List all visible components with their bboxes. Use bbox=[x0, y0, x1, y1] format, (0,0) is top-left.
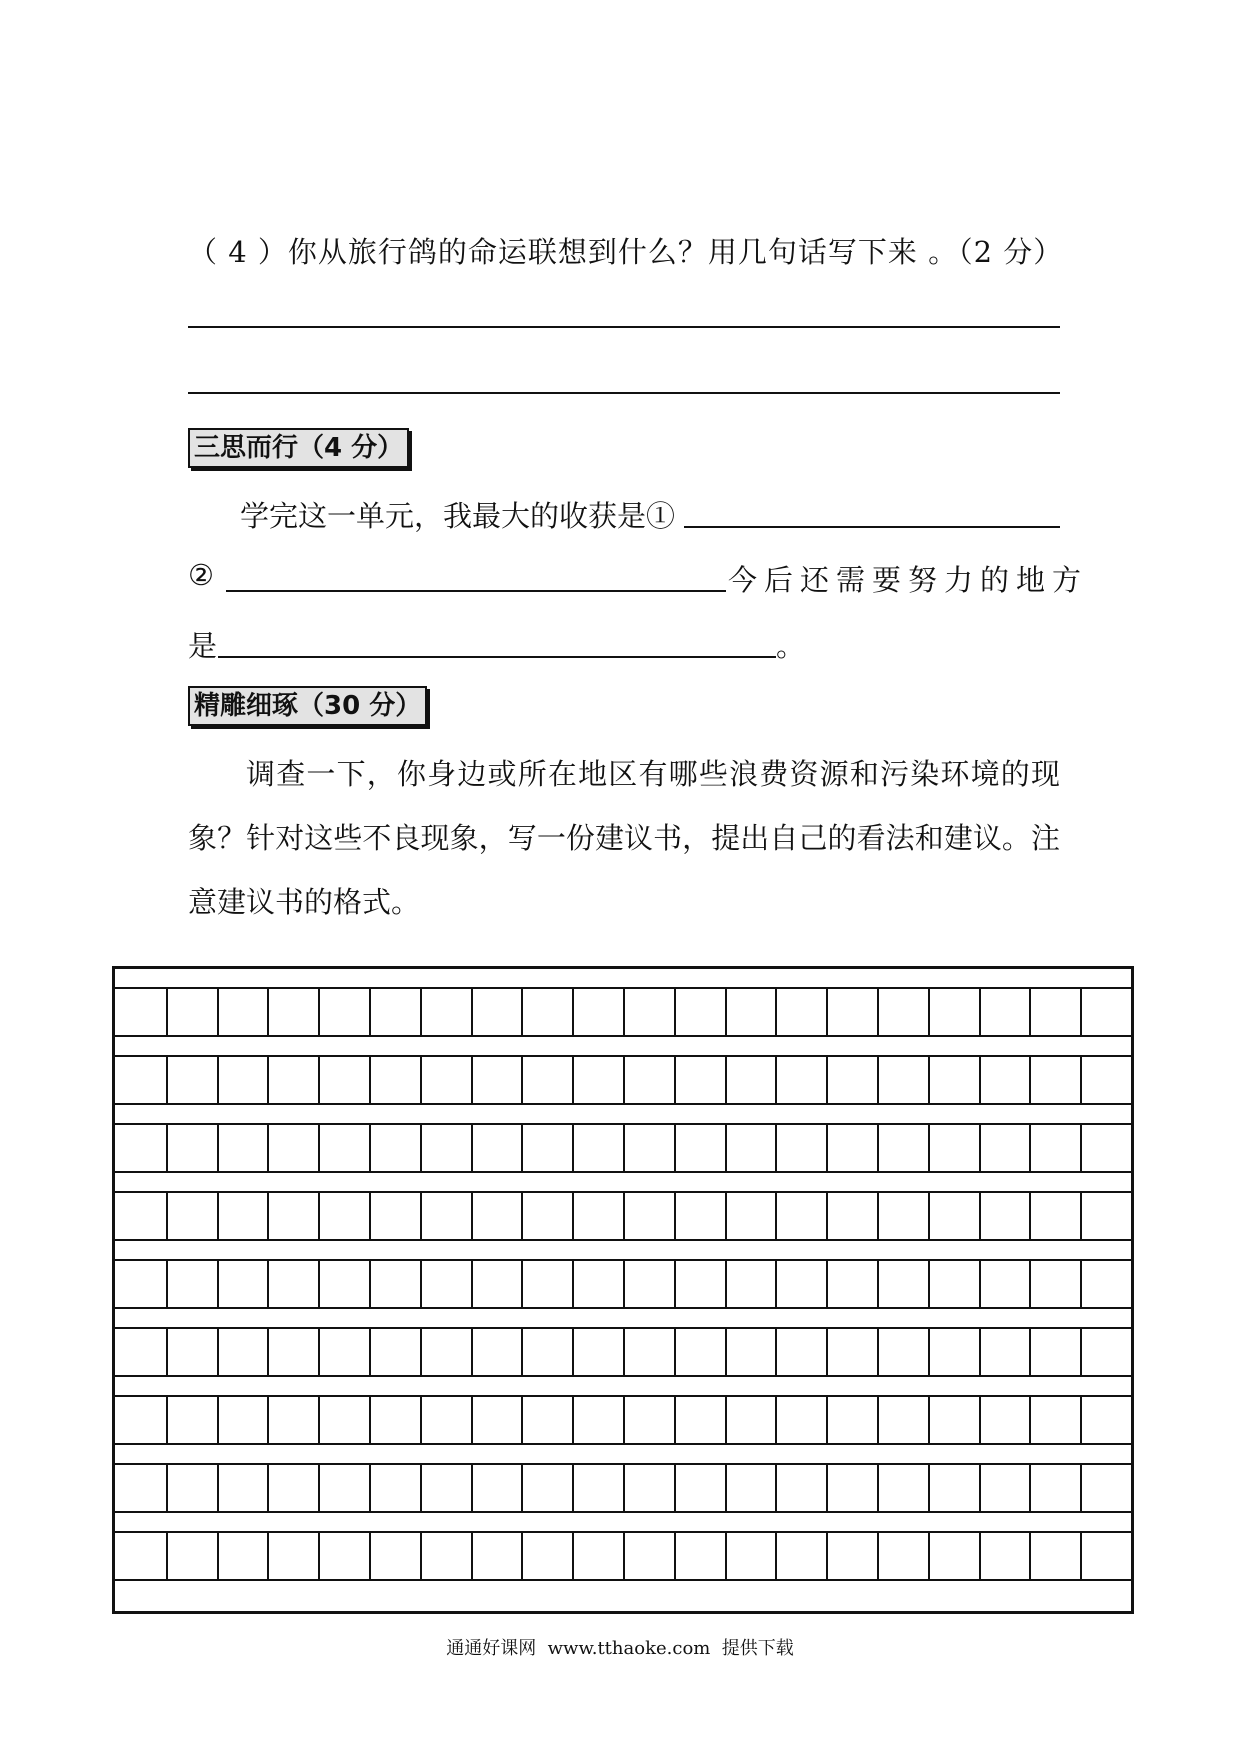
grid-cell-divider bbox=[775, 989, 777, 1035]
section-heading-reflect: 三思而行（4 分） bbox=[188, 428, 409, 468]
grid-cell-divider bbox=[369, 1261, 371, 1307]
grid-cell-divider bbox=[877, 1057, 879, 1103]
grid-cell-divider bbox=[369, 1193, 371, 1239]
reflect-blank-2[interactable] bbox=[226, 590, 726, 592]
grid-cell-divider bbox=[1080, 1193, 1082, 1239]
grid-cell-divider bbox=[674, 1261, 676, 1307]
grid-cell-divider bbox=[572, 1261, 574, 1307]
grid-cell-divider bbox=[979, 989, 981, 1035]
grid-cell-divider bbox=[318, 989, 320, 1035]
grid-cell-divider bbox=[1029, 1329, 1031, 1375]
grid-cell-divider bbox=[471, 1465, 473, 1511]
grid-cell-divider bbox=[1080, 1533, 1082, 1579]
grid-cell-divider bbox=[521, 1193, 523, 1239]
grid-cell-divider bbox=[420, 1261, 422, 1307]
grid-cell-divider bbox=[318, 1397, 320, 1443]
grid-cell-divider bbox=[318, 1533, 320, 1579]
grid-cell-divider bbox=[572, 1125, 574, 1171]
grid-cell-divider bbox=[775, 1193, 777, 1239]
grid-row bbox=[115, 1531, 1131, 1581]
grid-cell-divider bbox=[674, 1057, 676, 1103]
grid-cell-divider bbox=[775, 1397, 777, 1443]
grid-cell-divider bbox=[572, 1465, 574, 1511]
grid-row bbox=[115, 1327, 1131, 1377]
grid-cell-divider bbox=[521, 1533, 523, 1579]
grid-cell-divider bbox=[775, 1261, 777, 1307]
grid-cell-divider bbox=[369, 1533, 371, 1579]
grid-cell-divider bbox=[369, 1397, 371, 1443]
grid-row bbox=[115, 1463, 1131, 1513]
grid-cell-divider bbox=[572, 1533, 574, 1579]
grid-cell-divider bbox=[267, 1125, 269, 1171]
grid-cell-divider bbox=[572, 1193, 574, 1239]
grid-cell-divider bbox=[877, 1125, 879, 1171]
grid-cell-divider bbox=[826, 1193, 828, 1239]
grid-cell-divider bbox=[674, 1533, 676, 1579]
grid-cell-divider bbox=[1080, 1397, 1082, 1443]
grid-cell-divider bbox=[1029, 1397, 1031, 1443]
grid-cell-divider bbox=[1080, 1329, 1082, 1375]
grid-cell-divider bbox=[826, 1533, 828, 1579]
grid-cell-divider bbox=[877, 1397, 879, 1443]
reflect-line2-suffix-text: 今后还需要努力的地方 bbox=[728, 563, 1089, 597]
grid-cell-divider bbox=[877, 1465, 879, 1511]
grid-cell-divider bbox=[521, 989, 523, 1035]
grid-cell-divider bbox=[928, 1533, 930, 1579]
grid-cell-divider bbox=[267, 1329, 269, 1375]
grid-cell-divider bbox=[217, 1465, 219, 1511]
grid-cell-divider bbox=[674, 989, 676, 1035]
grid-cell-divider bbox=[217, 989, 219, 1035]
grid-cell-divider bbox=[877, 1193, 879, 1239]
grid-cell-divider bbox=[318, 1193, 320, 1239]
grid-cell-divider bbox=[979, 1057, 981, 1103]
grid-cell-divider bbox=[471, 1125, 473, 1171]
grid-cell-divider bbox=[318, 1261, 320, 1307]
grid-cell-divider bbox=[166, 1533, 168, 1579]
grid-cell-divider bbox=[369, 1057, 371, 1103]
writing-grid bbox=[112, 966, 1134, 1614]
grid-cell-divider bbox=[166, 989, 168, 1035]
grid-cell-divider bbox=[674, 1397, 676, 1443]
grid-cell-divider bbox=[725, 1261, 727, 1307]
reflect-line3-prefix: 是 bbox=[188, 629, 218, 663]
reflect-line2-prefix: ② bbox=[188, 558, 214, 592]
grid-cell-divider bbox=[369, 1125, 371, 1171]
grid-cell-divider bbox=[217, 1193, 219, 1239]
grid-cell-divider bbox=[623, 1465, 625, 1511]
grid-cell-divider bbox=[928, 1193, 930, 1239]
answer-line-2[interactable] bbox=[188, 392, 1060, 394]
grid-cell-divider bbox=[166, 1057, 168, 1103]
grid-cell-divider bbox=[166, 1193, 168, 1239]
grid-cell-divider bbox=[420, 1397, 422, 1443]
grid-cell-divider bbox=[521, 1261, 523, 1307]
grid-cell-divider bbox=[267, 989, 269, 1035]
grid-cell-divider bbox=[1080, 1261, 1082, 1307]
writing-prompt: 调查一下，你身边或所在地区有哪些浪费资源和污染环境的现象？针对这些不良现象，写一份建议书，提出自己的看法和建议。注意建议书的格式。 bbox=[188, 757, 1060, 919]
grid-cell-divider bbox=[979, 1193, 981, 1239]
grid-cell-divider bbox=[826, 1125, 828, 1171]
grid-cell-divider bbox=[420, 1057, 422, 1103]
grid-cell-divider bbox=[826, 1057, 828, 1103]
grid-cell-divider bbox=[725, 1329, 727, 1375]
grid-cell-divider bbox=[471, 1193, 473, 1239]
grid-cell-divider bbox=[217, 1329, 219, 1375]
grid-cell-divider bbox=[979, 1397, 981, 1443]
grid-cell-divider bbox=[725, 1125, 727, 1171]
grid-cell-divider bbox=[775, 1465, 777, 1511]
grid-cell-divider bbox=[1029, 1533, 1031, 1579]
reflect-line2-suffix bbox=[728, 558, 1089, 599]
grid-cell-divider bbox=[369, 989, 371, 1035]
grid-cell-divider bbox=[471, 989, 473, 1035]
grid-cell-divider bbox=[267, 1397, 269, 1443]
grid-cell-divider bbox=[725, 1397, 727, 1443]
grid-cell-divider bbox=[521, 1465, 523, 1511]
grid-cell-divider bbox=[877, 1261, 879, 1307]
grid-cell-divider bbox=[267, 1193, 269, 1239]
grid-cell-divider bbox=[1029, 1193, 1031, 1239]
grid-row bbox=[115, 1259, 1131, 1309]
grid-cell-divider bbox=[725, 1057, 727, 1103]
grid-cell-divider bbox=[979, 1465, 981, 1511]
grid-cell-divider bbox=[521, 1057, 523, 1103]
grid-cell-divider bbox=[826, 989, 828, 1035]
grid-cell-divider bbox=[674, 1329, 676, 1375]
grid-cell-divider bbox=[826, 1329, 828, 1375]
grid-row bbox=[115, 1191, 1131, 1241]
grid-cell-divider bbox=[623, 1125, 625, 1171]
reflect-blank-1[interactable] bbox=[684, 526, 1060, 528]
grid-cell-divider bbox=[826, 1397, 828, 1443]
grid-cell-divider bbox=[217, 1261, 219, 1307]
grid-cell-divider bbox=[217, 1397, 219, 1443]
grid-cell-divider bbox=[725, 1533, 727, 1579]
grid-row bbox=[115, 1123, 1131, 1173]
grid-cell-divider bbox=[775, 1533, 777, 1579]
grid-cell-divider bbox=[623, 1057, 625, 1103]
grid-cell-divider bbox=[267, 1057, 269, 1103]
grid-cell-divider bbox=[775, 1329, 777, 1375]
grid-cell-divider bbox=[217, 1057, 219, 1103]
grid-cell-divider bbox=[979, 1261, 981, 1307]
grid-cell-divider bbox=[928, 1397, 930, 1443]
grid-cell-divider bbox=[623, 1329, 625, 1375]
grid-cell-divider bbox=[267, 1465, 269, 1511]
grid-cell-divider bbox=[166, 1465, 168, 1511]
grid-cell-divider bbox=[725, 1193, 727, 1239]
grid-cell-divider bbox=[521, 1397, 523, 1443]
grid-cell-divider bbox=[928, 1465, 930, 1511]
grid-cell-divider bbox=[420, 1193, 422, 1239]
grid-cell-divider bbox=[166, 1125, 168, 1171]
grid-cell-divider bbox=[623, 1193, 625, 1239]
grid-cell-divider bbox=[1080, 1125, 1082, 1171]
grid-cell-divider bbox=[521, 1329, 523, 1375]
grid-cell-divider bbox=[369, 1465, 371, 1511]
grid-cell-divider bbox=[928, 1261, 930, 1307]
grid-cell-divider bbox=[877, 1533, 879, 1579]
grid-cell-divider bbox=[1029, 1261, 1031, 1307]
grid-cell-divider bbox=[623, 989, 625, 1035]
grid-cell-divider bbox=[420, 1329, 422, 1375]
answer-line-1[interactable] bbox=[188, 326, 1060, 328]
grid-cell-divider bbox=[725, 1465, 727, 1511]
grid-cell-divider bbox=[826, 1261, 828, 1307]
grid-cell-divider bbox=[471, 1329, 473, 1375]
grid-cell-divider bbox=[166, 1397, 168, 1443]
grid-cell-divider bbox=[775, 1125, 777, 1171]
grid-cell-divider bbox=[877, 1329, 879, 1375]
grid-cell-divider bbox=[928, 989, 930, 1035]
grid-cell-divider bbox=[318, 1125, 320, 1171]
grid-cell-divider bbox=[1080, 1057, 1082, 1103]
grid-cell-divider bbox=[166, 1329, 168, 1375]
grid-cell-divider bbox=[471, 1397, 473, 1443]
grid-cell-divider bbox=[420, 1125, 422, 1171]
grid-cell-divider bbox=[674, 1125, 676, 1171]
grid-cell-divider bbox=[420, 1533, 422, 1579]
grid-cell-divider bbox=[572, 1057, 574, 1103]
grid-cell-divider bbox=[471, 1057, 473, 1103]
grid-cell-divider bbox=[1029, 1465, 1031, 1511]
grid-cell-divider bbox=[826, 1465, 828, 1511]
grid-cell-divider bbox=[775, 1057, 777, 1103]
grid-cell-divider bbox=[877, 989, 879, 1035]
grid-cell-divider bbox=[572, 1329, 574, 1375]
grid-cell-divider bbox=[1080, 1465, 1082, 1511]
grid-cell-divider bbox=[623, 1533, 625, 1579]
grid-cell-divider bbox=[674, 1193, 676, 1239]
reflect-line1-prefix: 学完这一单元，我最大的收获是① bbox=[240, 499, 676, 533]
grid-row bbox=[115, 1055, 1131, 1105]
grid-cell-divider bbox=[166, 1261, 168, 1307]
grid-cell-divider bbox=[1029, 1057, 1031, 1103]
grid-cell-divider bbox=[1080, 989, 1082, 1035]
grid-cell-divider bbox=[623, 1261, 625, 1307]
grid-cell-divider bbox=[217, 1533, 219, 1579]
grid-cell-divider bbox=[725, 989, 727, 1035]
grid-row bbox=[115, 1395, 1131, 1445]
grid-cell-divider bbox=[979, 1125, 981, 1171]
reflect-line3-suffix: 。 bbox=[776, 629, 806, 663]
grid-cell-divider bbox=[572, 1397, 574, 1443]
grid-cell-divider bbox=[979, 1329, 981, 1375]
grid-cell-divider bbox=[674, 1465, 676, 1511]
grid-cell-divider bbox=[928, 1329, 930, 1375]
grid-cell-divider bbox=[471, 1261, 473, 1307]
grid-cell-divider bbox=[1029, 1125, 1031, 1171]
grid-cell-divider bbox=[928, 1125, 930, 1171]
grid-cell-divider bbox=[1029, 989, 1031, 1035]
grid-cell-divider bbox=[318, 1057, 320, 1103]
grid-cell-divider bbox=[267, 1261, 269, 1307]
grid-cell-divider bbox=[572, 989, 574, 1035]
grid-cell-divider bbox=[318, 1465, 320, 1511]
grid-cell-divider bbox=[420, 1465, 422, 1511]
grid-cell-divider bbox=[318, 1329, 320, 1375]
grid-cell-divider bbox=[928, 1057, 930, 1103]
grid-cell-divider bbox=[267, 1533, 269, 1579]
grid-cell-divider bbox=[521, 1125, 523, 1171]
section-heading-writing: 精雕细琢（30 分） bbox=[188, 686, 427, 726]
grid-cell-divider bbox=[623, 1397, 625, 1443]
grid-cell-divider bbox=[979, 1533, 981, 1579]
grid-cell-divider bbox=[471, 1533, 473, 1579]
page-footer: 通通好课网 www.tthaoke.com 提供下载 bbox=[446, 1638, 794, 1659]
grid-row bbox=[115, 987, 1131, 1037]
grid-cell-divider bbox=[217, 1125, 219, 1171]
grid-cell-divider bbox=[420, 989, 422, 1035]
question-4-text: （ 4 ）你从旅行鸽的命运联想到什么？用几句话写下来 。（2 分） bbox=[188, 235, 1064, 269]
grid-cell-divider bbox=[369, 1329, 371, 1375]
reflect-blank-3[interactable] bbox=[218, 656, 776, 658]
